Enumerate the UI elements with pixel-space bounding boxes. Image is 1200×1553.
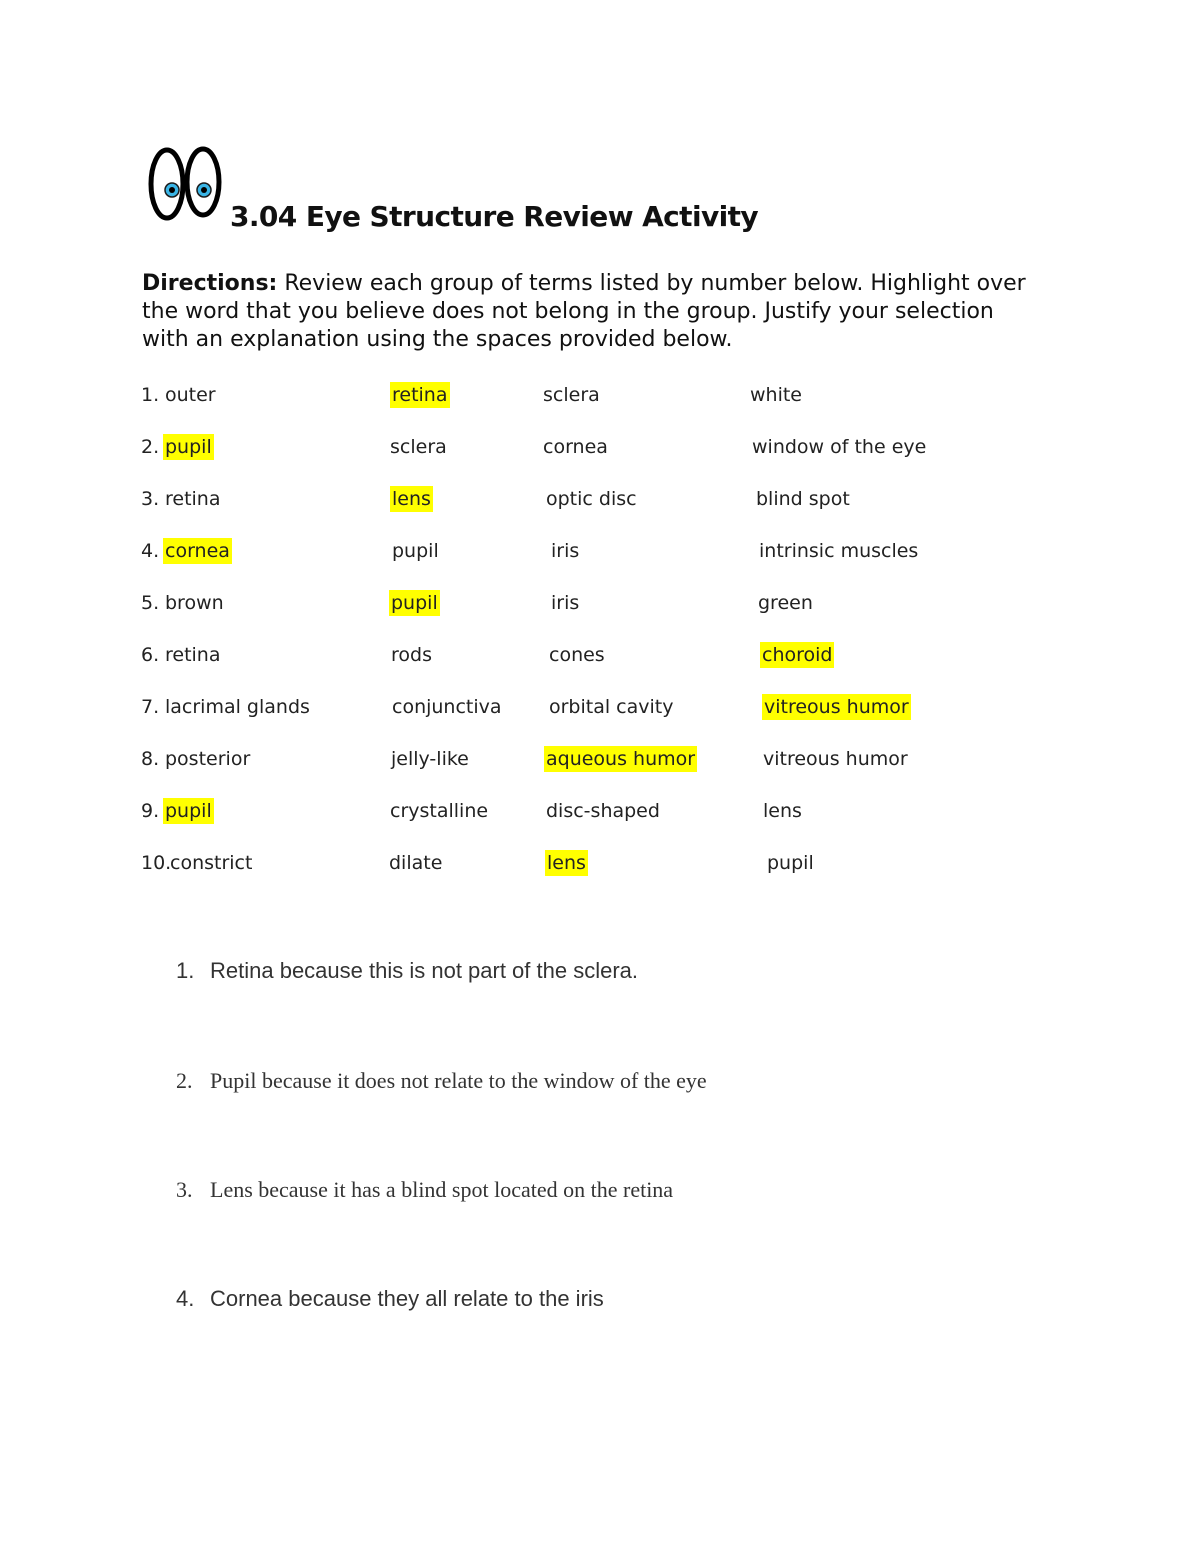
term: outer (165, 384, 216, 406)
term: disc-shaped (546, 800, 660, 822)
term-row-number: 10. (141, 852, 172, 874)
term: lens (763, 800, 802, 822)
answer-item (176, 1068, 707, 1094)
term-row-number: 8. (141, 748, 160, 770)
answer-text: Lens because it has a blind spot located on the retina (210, 1177, 674, 1202)
term: white (750, 384, 802, 406)
highlighted-term: cornea (165, 540, 230, 562)
highlighted-term: retina (392, 384, 448, 406)
answer-item (176, 958, 638, 984)
highlighted-term: pupil (165, 436, 212, 458)
directions-text: Review each group of terms listed by number below. Highlight over the word that you believe does not belong in the group. Justify your selection with an explanation using the spaces provided below. (142, 271, 1026, 352)
term-row (0, 694, 1200, 724)
term: jelly-like (391, 748, 469, 770)
answer-text: Pupil because it does not relate to the window of the eye (210, 1068, 707, 1093)
term: conjunctiva (392, 696, 502, 718)
answer-item (176, 1177, 673, 1203)
term: crystalline (390, 800, 489, 822)
term: cones (549, 644, 605, 666)
term-row-number: 3. (141, 488, 160, 510)
term: iris (551, 540, 580, 562)
directions-paragraph (142, 270, 1042, 354)
eyes-icon (148, 146, 224, 224)
term-row-number: 5. (141, 592, 160, 614)
term: blind spot (756, 488, 850, 510)
answer-number: 1. (176, 958, 195, 983)
term: vitreous humor (763, 748, 908, 770)
answer-text: Cornea because they all relate to the iris (210, 1286, 604, 1311)
term: lacrimal glands (165, 696, 310, 718)
term-row-number: 1. (141, 384, 160, 406)
term-row (0, 590, 1200, 620)
answer-text: Retina because this is not part of the sclera. (210, 958, 639, 983)
directions-label: Directions: (142, 271, 278, 296)
answer-number: 2. (176, 1068, 193, 1093)
term: retina (165, 644, 221, 666)
term: orbital cavity (549, 696, 674, 718)
term: pupil (767, 852, 814, 874)
term: rods (391, 644, 432, 666)
term-row (0, 486, 1200, 516)
term-row (0, 434, 1200, 464)
term-row-number: 6. (141, 644, 160, 666)
answer-number: 3. (176, 1177, 193, 1202)
term: dilate (389, 852, 443, 874)
highlighted-term: pupil (165, 800, 212, 822)
answer-item (176, 1286, 604, 1312)
term-row-number: 2. (141, 436, 160, 458)
term: window of the eye (752, 436, 927, 458)
page-title: 3.04 Eye Structure Review Activity (230, 200, 759, 233)
term-row (0, 642, 1200, 672)
term: posterior (165, 748, 251, 770)
term-row-number: 9. (141, 800, 160, 822)
term: brown (165, 592, 224, 614)
term: sclera (390, 436, 447, 458)
term: retina (165, 488, 221, 510)
term: sclera (543, 384, 600, 406)
highlighted-term: lens (547, 852, 586, 874)
term: cornea (543, 436, 608, 458)
highlighted-term: vitreous humor (764, 696, 909, 718)
highlighted-term: choroid (762, 644, 833, 666)
term-row (0, 382, 1200, 412)
term: green (758, 592, 813, 614)
term: iris (551, 592, 580, 614)
term: optic disc (546, 488, 637, 510)
highlighted-term: pupil (391, 592, 438, 614)
answer-number: 4. (176, 1286, 195, 1311)
term-row (0, 746, 1200, 776)
term-row-number: 7. (141, 696, 160, 718)
term-row (0, 538, 1200, 568)
term: pupil (392, 540, 439, 562)
term: intrinsic muscles (759, 540, 919, 562)
term: constrict (170, 852, 253, 874)
term-row (0, 798, 1200, 828)
highlighted-term: aqueous humor (546, 748, 696, 770)
highlighted-term: lens (392, 488, 431, 510)
term-row-number: 4. (141, 540, 160, 562)
term-row (0, 850, 1200, 880)
